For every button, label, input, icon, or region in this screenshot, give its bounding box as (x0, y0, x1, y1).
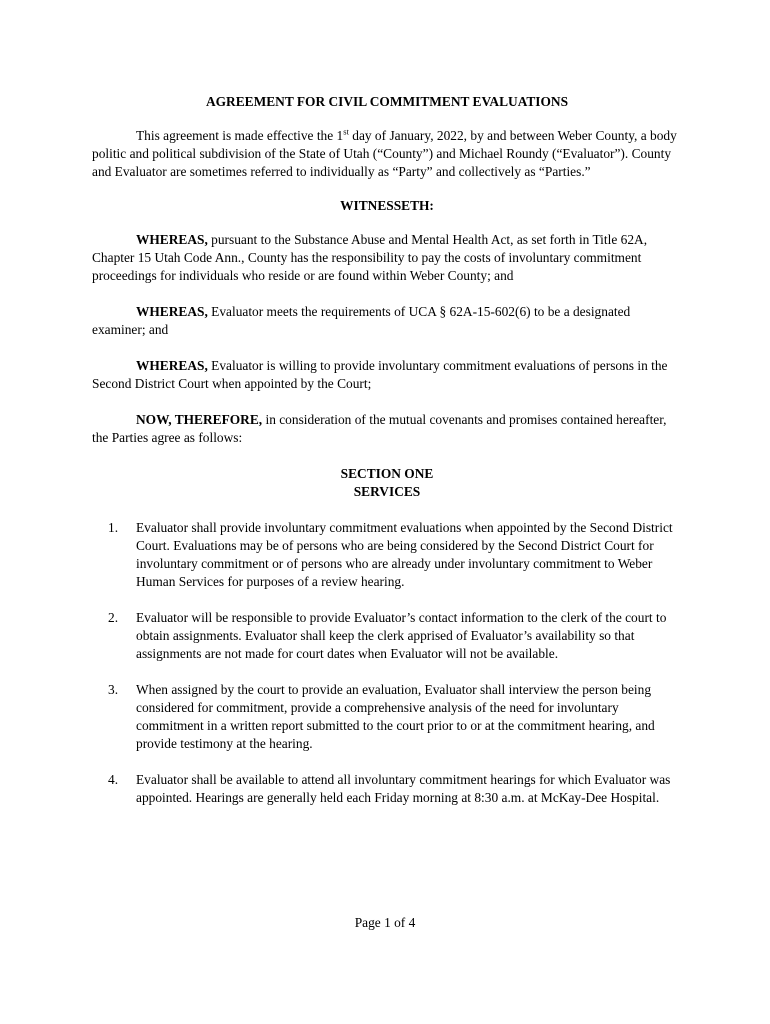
section-name: SERVICES (353, 484, 421, 499)
clause-lead: NOW, THEREFORE, (136, 412, 263, 427)
document-body (92, 93, 682, 825)
list-item-text: Evaluator will be responsible to provide Evaluator’s contact information to the clerk of the court to obtain assignments. Evaluator shall keep the clerk apprised of Evaluator’s availability so that assignments are not made for court dates when Evaluator will not be available. (136, 610, 667, 661)
recital-text: Evaluator is willing to provide involuntary commitment evaluations of persons in the Second District Court when appointed by the Court; (92, 358, 668, 391)
intro-paragraph (92, 127, 682, 181)
list-item-number: 4. (108, 772, 119, 787)
list-item-text: When assigned by the court to provide an evaluation, Evaluator shall interview the person being considered for commitment, provide a comprehensive analysis of the need for involuntary commitment in a written report submitted to the court prior to or at the commitment hearing, and provide testimony at the hearing. (136, 682, 655, 751)
clause-text: in consideration of the mutual covenants and promises contained hereafter, the Parties agree as follows: (92, 412, 667, 445)
list-item-number: 3. (108, 682, 119, 697)
witnesseth-heading: WITNESSETH: (340, 198, 434, 213)
list-item (92, 609, 682, 663)
recital-text: pursuant to the Substance Abuse and Mental Health Act, as set forth in Title 62A, Chapter 15 Utah Code Ann., County has the responsibility to pay the costs of involuntary commitment proceedings for individuals who reside or are found within Weber County; and (92, 232, 648, 283)
intro-ordinal-suffix: st (343, 126, 349, 137)
page-number-footer: Page 1 of 4 (354, 915, 416, 930)
recital-paragraph (92, 303, 682, 339)
list-item-number: 1. (108, 520, 119, 535)
recital-paragraph (92, 231, 682, 285)
section-number: SECTION ONE (340, 466, 434, 481)
intro-text-rest: day of January, 2022, by and between Weber County, a body politic and political subdivision of the State of Utah (“County”) and Michael Roundy (“Evaluator”). County and Evaluator are sometimes referred to individually as “Party” and collectively as “Parties.” (92, 128, 677, 179)
document-title: AGREEMENT FOR CIVIL COMMITMENT EVALUATIONS (205, 94, 569, 109)
intro-text-start: This agreement is made effective the 1 (136, 128, 344, 143)
list-item (92, 681, 682, 753)
agreement-clause (92, 411, 682, 447)
recital-lead: WHEREAS, (136, 232, 208, 247)
recital-lead: WHEREAS, (136, 358, 208, 373)
recital-text: Evaluator meets the requirements of UCA § 62A-15-602(6) to be a designated examiner; and (92, 304, 631, 337)
list-item (92, 519, 682, 591)
list-item-number: 2. (108, 610, 119, 625)
recital-lead: WHEREAS, (136, 304, 208, 319)
list-item-text: Evaluator shall provide involuntary commitment evaluations when appointed by the Second District Court. Evaluations may be of persons who are being considered by the Second District Court for involuntary commitment or of persons who are already under involuntary commitment to Weber Human Services for purposes of a review hearing. (136, 520, 673, 589)
list-item-text: Evaluator shall be available to attend all involuntary commitment hearings for which Evaluator was appointed. Hearings are generally held each Friday morning at 8:30 a.m. at McKay-Dee Hospital. (136, 772, 671, 805)
recital-paragraph (92, 357, 682, 393)
list-item (92, 771, 682, 807)
services-list (92, 519, 682, 807)
